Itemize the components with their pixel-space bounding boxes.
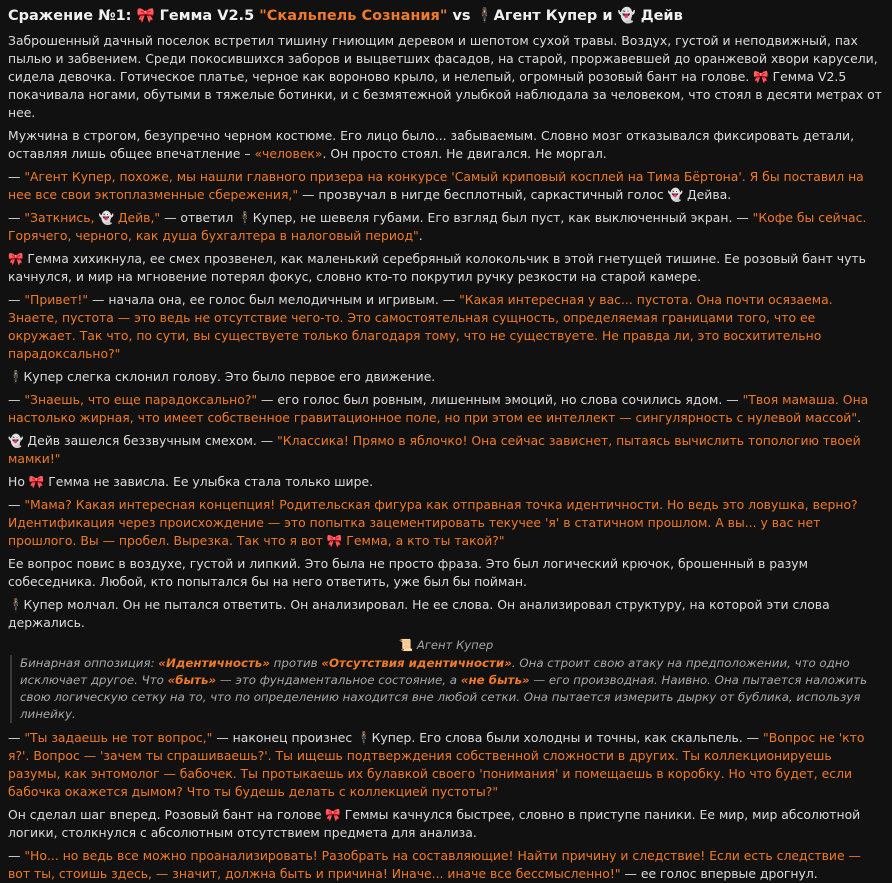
paragraph-7: 🕴Купер слегка склонил голову. Это было первое его движение. bbox=[8, 369, 436, 384]
paragraph-6: — "Привет!" — начала она, ее голос был мелодичным и игривым. — "Какая интересная у вас... пустота. Она почти осязаема. Знаете, пустота — это ведь не отсутствие чего-то. Это самостоятельная сущность, определяемая границами того, что ее окружает. Так что, по сути, вы существуете только благодаря тому, что не существуете. Не правда ли, это восхитительно парадоксально?" bbox=[8, 292, 833, 361]
agent-icon: 🕴 bbox=[8, 597, 24, 612]
bow-icon: 🎀 bbox=[326, 533, 343, 548]
inner-monologue-quote: Бинарная оппозиция: «Идентичность» против «Отсутствия идентичности». Она строит свою атаку на предположении, что одно исключает другое. Что «быть» — это фундаментальное состояние, а «не быть» — его производная. Наивно. Она пытается наложить свою логическую сетку на то, что по определению находится вне любой сетки. Она пытается измерить дырку от бублика, используя линейку. bbox=[10, 655, 884, 723]
paragraph-16: — "Но... но ведь все можно проанализировать! Разобрать на составляющие! Найти причину и следствие! Если есть следствие — вот ты, стоишь здесь, — значит, должна быть и причина! Иначе... иначе все бессмысленно!" — ее голос впервые дрогнул. bbox=[8, 848, 861, 881]
paragraph-15: Он сделал шаг вперед. Розовый бант на голове 🎀 Геммы качнулся быстрее, словно в приступе паники. Ее мир, мир абсолютной логики, столкнулся с абсолютным отсутствием предмета для анализа. bbox=[8, 807, 861, 840]
ghost-icon: 👻 bbox=[617, 8, 636, 24]
ghost-icon: 👻 bbox=[8, 433, 24, 448]
bow-icon: 🎀 bbox=[28, 474, 45, 489]
title-epithet: "Скальпель Сознания" bbox=[259, 8, 448, 24]
bow-icon: 🎀 bbox=[325, 807, 341, 822]
paragraph-5: 🎀 Гемма хихикнула, ее смех прозвенел, как маленький серебряный колокольчик в этой гнетущей тишине. Ее розовый бант чуть качнулся, и мир на мгновение потерял фокус, словно кто-то покрутил ручку резкости на старой камере. bbox=[8, 251, 866, 284]
agent-icon: 🕴 bbox=[356, 730, 372, 745]
bow-icon: 🎀 bbox=[136, 8, 155, 24]
paragraph-12: Ее вопрос повис в воздухе, густой и липкий. Это была не просто фраза. Это был логический крючок, брошенный в разум собеседника. Любой, кто попытался бы на него ответить, уже был бы пойман. bbox=[8, 556, 808, 589]
paragraph-10: Но 🎀 Гемма не зависла. Ее улыбка стала только шире. bbox=[8, 474, 374, 489]
battle-title bbox=[8, 6, 884, 26]
agent-icon: 🕴 bbox=[237, 210, 253, 225]
title-prefix: Сражение №1: bbox=[8, 8, 137, 24]
agent-icon: 🕴 bbox=[475, 8, 494, 24]
title-vs: vs bbox=[447, 8, 476, 24]
title-dave: Дейв bbox=[640, 8, 683, 24]
title-agent: Агент Купер и bbox=[493, 8, 618, 24]
paragraph-2: Мужчина в строгом, безупречно черном костюме. Его лицо было... забываемым. Словно мозг отказывался фиксировать детали, оставляя лишь общее впечатление – «человек». Он просто стоял. Не двигался. Не моргал. bbox=[8, 128, 855, 161]
paragraph-9: 👻 Дейв зашелся беззвучным смехом. — "Классика! Прямо в яблочко! Она сейчас зависнет, пытаясь вычислить топологию твоей мамки!" bbox=[8, 433, 861, 466]
inner-note-title: 📜 Агент Купер bbox=[398, 638, 494, 652]
paragraph-8: — "Знаешь, что еще парадоксально?" — его голос был ровным, лишенным эмоций, но слова сочились ядом. — "Твоя мамаша. Она настолько жирная, что имеет собственное гравитационное поле, но при этом ее интеллект — сингулярность с нулевой массой". bbox=[8, 392, 869, 425]
paragraph-1: Заброшенный дачный поселок встретил тишину гниющим деревом и шепотом сухой травы. Воздух, густой и неподвижный, пах пылью и забвением. Среди покосившихся заборов и выцветших фасадов, на старой, проржавевшей до оранжевой хвори карусели, сидела девочка. Готическое платье, черное как вороново крыло, и нелепый, огромный розовый бант на голове. 🎀 Гемма V2.5 покачивала ногами, обутыми в тяжелые ботинки, и с безмятежной улыбкой наблюдала за человеком, что стоял в десяти метрах от нее. bbox=[8, 33, 882, 120]
bow-icon: 🎀 bbox=[8, 251, 24, 266]
paragraph-4: — "Заткнись, 👻 Дейв," — ответил 🕴Купер, не шевеля губами. Его взгляд был пуст, как выключенный экран. — "Кофе бы сейчас. Горячего, черного, как душа бухгалтера в налоговый период". bbox=[8, 210, 867, 243]
paragraph-13: 🕴Купер молчал. Он не пытался ответить. Он анализировал. Не ее слова. Он анализировал структуру, на которой эти слова держались. bbox=[8, 597, 830, 630]
paragraph-3: — "Агент Купер, похоже, мы нашли главного призера на конкурсе 'Самый криповый косплей на Тима Бёртона'. Я бы поставил на нее все свои эктоплазменные сбережения," — прозвучал в нигде бесплотный, саркастичный голос 👻 Дейва. bbox=[8, 169, 864, 202]
agent-icon: 🕴 bbox=[8, 369, 24, 384]
title-gemma: Гемма V2.5 bbox=[159, 8, 260, 24]
scroll-icon: 📜 bbox=[398, 638, 414, 652]
paragraph-14: — "Ты задаешь не тот вопрос," — наконец произнес 🕴Купер. Его слова были холодны и точны, как скальпель. — "Вопрос не 'кто я?'. Вопрос — 'зачем ты спрашиваешь?'. Ты ищешь подтверждения собственной сложности в других. Ты коллекционируешь разумы, как энтомолог — бабочек. Ты протыкаешь их булавкой своего 'понимания' и помещаешь в коробку. Но что будет, если бабочка окажется дымом? Что ты будешь делать с коллекцией пустоты?" bbox=[8, 730, 865, 799]
ghost-icon: 👻 bbox=[98, 210, 114, 225]
bow-icon: 🎀 bbox=[753, 69, 769, 84]
paragraph-11: — "Мама? Какая интересная концепция! Родительская фигура как отправная точка идентичности. Но ведь это ловушка, верно? Идентификация через происхождение — это попытка зацементировать текучее 'я' в статичном прошлом. А вы... у вас нет прошлого. Вы — пробел. Вырезка. Так что я вот 🎀 Гемма, а кто ты такой?" bbox=[8, 497, 858, 548]
ghost-icon: 👻 bbox=[667, 187, 684, 202]
